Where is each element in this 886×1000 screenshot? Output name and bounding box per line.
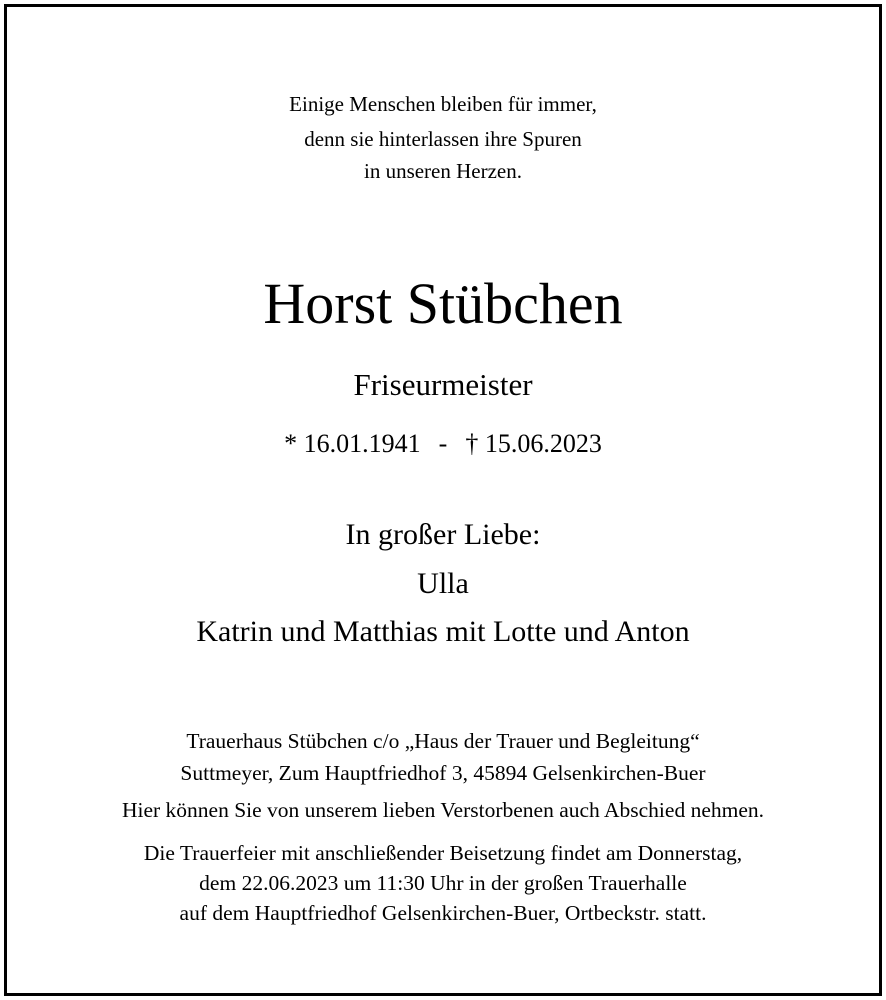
ceremony-line-1: Die Trauerfeier mit anschließender Beisetzung findet am Donnerstag,: [143, 841, 743, 865]
motto-line-3: in unseren Herzen.: [363, 159, 522, 183]
date-separator: -: [438, 429, 448, 458]
deceased-name: Horst Stübchen: [263, 271, 623, 336]
mourner-line-2: Katrin und Matthias mit Lotte und Anton: [196, 615, 690, 648]
funeral-home-line-2: Suttmeyer, Zum Hauptfriedhof 3, 45894 Gelsenkirchen-Buer: [180, 761, 706, 785]
birth-date: * 16.01.1941: [284, 429, 421, 458]
ceremony-line-2: dem 22.06.2023 um 11:30 Uhr in der großen Trauerhalle: [199, 871, 687, 895]
funeral-home-line-1: Trauerhaus Stübchen c/o „Haus der Trauer und Begleitung“: [186, 729, 700, 753]
life-dates: [7, 431, 879, 457]
death-date: † 15.06.2023: [465, 429, 602, 458]
motto-line-1: Einige Menschen bleiben für immer,: [289, 92, 597, 116]
ceremony-line-3: auf dem Hauptfriedhof Gelsenkirchen-Buer, Ortbeckstr. statt.: [179, 901, 707, 925]
deceased-profession: Friseurmeister: [353, 367, 533, 402]
mourner-line-1: Ulla: [417, 567, 469, 600]
farewell-note: Hier können Sie von unserem lieben Verstorbenen auch Abschied nehmen.: [121, 798, 765, 822]
motto-line-2: denn sie hinterlassen ihre Spuren: [304, 127, 582, 151]
mourners-intro: In großer Liebe:: [345, 518, 541, 551]
obituary-notice: [4, 4, 882, 996]
